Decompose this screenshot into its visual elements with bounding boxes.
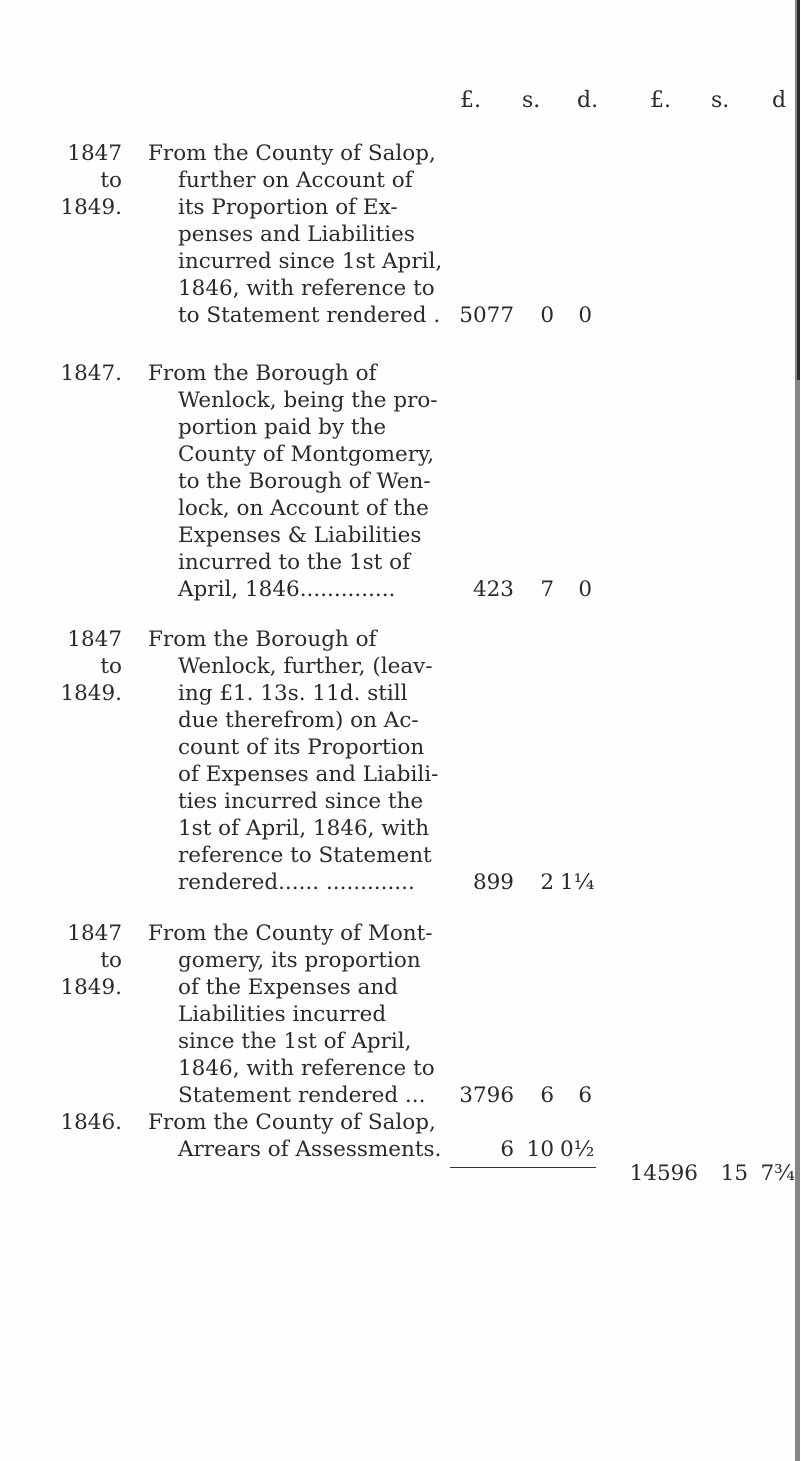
entry-text-line: gomery, its proportion	[178, 948, 421, 973]
entry-date-line: to	[100, 654, 122, 679]
entry-text-line: 1846, with reference to	[178, 276, 435, 301]
entry-text-line: From the Borough of	[148, 361, 377, 386]
entry-text-line: incurred since 1st April,	[178, 249, 443, 274]
entry-pence: 0	[578, 303, 592, 328]
entry-text-line: From the County of Mont-	[148, 921, 433, 946]
entry-pounds: 5077	[459, 303, 514, 328]
entry-text-line: Statement rendered ...	[178, 1083, 426, 1108]
entry-text-line: 1846, with reference to	[178, 1056, 435, 1081]
entry-date-line: 1847.	[60, 361, 122, 386]
header-shillings-1: s.	[522, 88, 541, 113]
entry-text-line: Liabilities incurred	[178, 1002, 387, 1027]
entry-date-line: to	[100, 168, 122, 193]
entry-pence: 1¼	[560, 870, 595, 895]
entry-date-line: 1847	[67, 627, 122, 652]
sum-rule	[450, 1167, 596, 1168]
entry-text-line: Expenses & Liabilities	[178, 523, 422, 548]
entry-text-line: 1st of April, 1846, with	[178, 816, 430, 841]
entry-text-line: Arrears of Assessments.	[178, 1137, 442, 1162]
entry-text-line: lock, on Account of the	[178, 496, 429, 521]
entry-text-line: From the County of Salop,	[148, 141, 436, 166]
entry-text-line: From the County of Salop,	[148, 1110, 436, 1135]
entry-text-line: since the 1st of April,	[178, 1029, 412, 1054]
entry-text-line: due therefrom) on Ac-	[178, 708, 419, 733]
entry-pounds: 3796	[459, 1083, 514, 1108]
entry-text-line: ing £1. 13s. 11d. still	[178, 681, 408, 706]
entry-pounds: 899	[472, 870, 514, 895]
entry-pence: 0	[578, 577, 592, 602]
total-shillings: 15	[720, 1161, 748, 1186]
entry-pence: 6	[578, 1083, 592, 1108]
page-edge-dark	[797, 0, 800, 380]
entry-text-line: to the Borough of Wen-	[178, 469, 431, 494]
entry-date-line: 1847	[67, 141, 122, 166]
entry-text-line: count of its Proportion	[178, 735, 425, 760]
total-pounds: 14596	[629, 1161, 698, 1186]
header-pence-1: d.	[577, 88, 599, 113]
entry-text-line: further on Account of	[178, 168, 413, 193]
entry-pounds: 6	[500, 1137, 514, 1162]
entry-date-line: to	[100, 948, 122, 973]
entry-shillings: 6	[540, 1083, 554, 1108]
entry-text-line: penses and Liabilities	[178, 222, 415, 247]
header-pounds-2: £.	[650, 88, 671, 113]
entry-pounds: 423	[472, 577, 514, 602]
entry-text-line: portion paid by the	[178, 415, 387, 440]
entry-date-line: 1849.	[60, 681, 122, 706]
entry-text-line: of Expenses and Liabili-	[178, 762, 439, 787]
entry-date-line: 1849.	[60, 195, 122, 220]
entry-text-line: reference to Statement	[178, 843, 432, 868]
header-pounds-1: £.	[460, 88, 481, 113]
entry-text-line: of the Expenses and	[178, 975, 398, 1000]
header-pence-2: d	[772, 88, 787, 113]
entry-text-line: Wenlock, further, (leav-	[178, 654, 433, 679]
entry-text-line: its Proportion of Ex-	[178, 195, 398, 220]
entry-date-line: 1847	[67, 921, 122, 946]
entry-text-line: incurred to the 1st of	[178, 550, 411, 575]
entry-shillings: 10	[526, 1137, 554, 1162]
entry-text-line: Wenlock, being the pro-	[178, 388, 438, 413]
entry-text-line: to Statement rendered .	[178, 303, 441, 328]
entry-pence: 0½	[560, 1137, 595, 1162]
entry-text-line: rendered...... .............	[178, 870, 415, 895]
entry-shillings: 0	[540, 303, 554, 328]
header-shillings-2: s.	[711, 88, 730, 113]
entry-text-line: County of Montgomery,	[178, 442, 435, 467]
entry-date-line: 1846.	[60, 1110, 122, 1135]
entry-shillings: 7	[540, 577, 554, 602]
entry-date-line: 1849.	[60, 975, 122, 1000]
entry-text-line: April, 1846..............	[178, 577, 396, 602]
entry-text-line: ties incurred since the	[178, 789, 424, 814]
entry-shillings: 2	[540, 870, 554, 895]
entry-text-line: From the Borough of	[148, 627, 377, 652]
total-pence: 7¾	[760, 1161, 795, 1186]
